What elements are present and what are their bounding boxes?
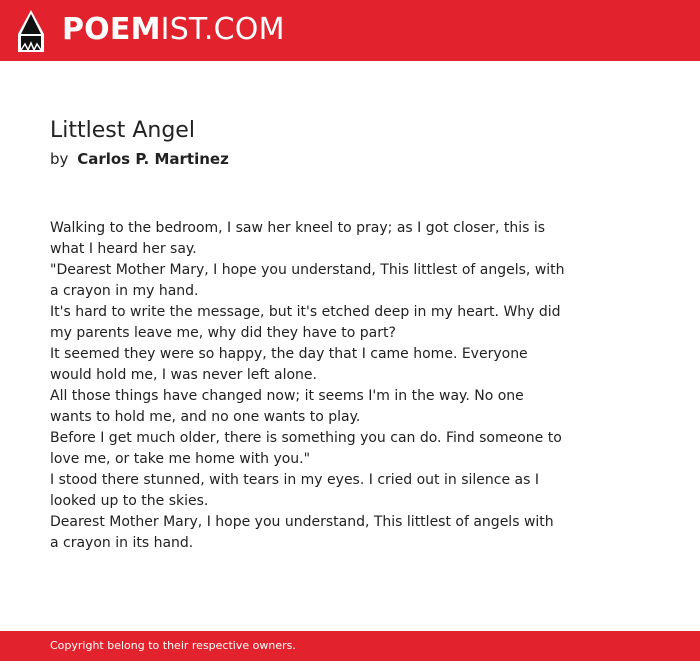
author-link[interactable]: Carlos P. Martinez (77, 150, 229, 168)
pencil-icon[interactable] (17, 10, 45, 52)
copyright-text: Copyright belong to their respective owners. (50, 639, 296, 652)
site-header (0, 0, 700, 61)
by-label: by (50, 150, 69, 168)
poem-line: All those things have changed now; it seems I'm in the way. No one wants to hold me, and no one wants to play. (50, 388, 524, 425)
site-logo[interactable] (62, 12, 285, 48)
poem-line: "Dearest Mother Mary, I hope you understand, This littlest of angels, with a crayon in my hand. (50, 262, 565, 299)
poem-line: I stood there stunned, with tears in my eyes. I cried out in silence as I looked up to the skies. (50, 472, 539, 509)
poem-line: It's hard to write the message, but it's etched deep in my heart. Why did my parents leave me, why did they have to part? (50, 304, 561, 341)
poem-line: Dearest Mother Mary, I hope you understand, This littlest of angels with a crayon in its hand. (50, 514, 554, 551)
poem-content (50, 114, 570, 554)
brand-bold: POEM (62, 12, 161, 47)
byline (50, 148, 570, 170)
poem-line: It seemed they were so happy, the day that I came home. Everyone would hold me, I was never left alone. (50, 346, 528, 383)
site-footer (0, 631, 700, 661)
poem-body (50, 218, 565, 554)
poem-line: Walking to the bedroom, I saw her kneel to pray; as I got closer, this is what I heard her say. (50, 220, 546, 257)
brand-light: IST.COM (160, 12, 285, 47)
poem-title: Littlest Angel (50, 118, 195, 143)
poem-line: Before I get much older, there is something you can do. Find someone to love me, or take me home with you." (50, 430, 562, 467)
